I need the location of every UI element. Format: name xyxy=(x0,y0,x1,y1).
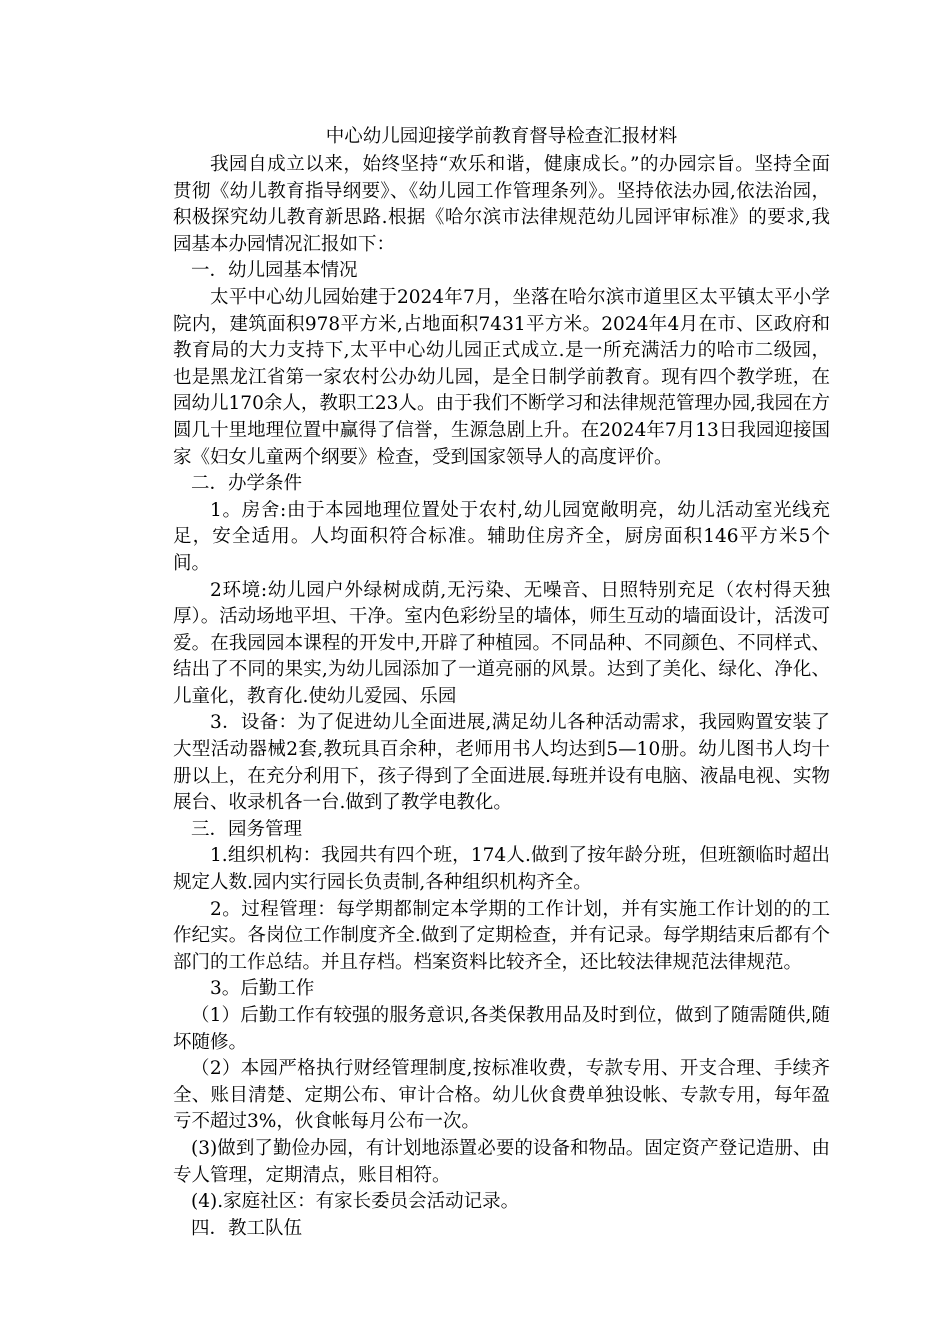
paragraph: 2。过程管理：每学期都制定本学期的工作计划，并有实施工作计划的的工作纪实。各岗位工作制度齐全.做到了定期检查，并有记录。每学期结束后都有个部门的工作总结。并且存档。档案资料比较齐全，还比较法律规范法律规范。 xyxy=(173,898,830,973)
section-heading: 四．教工队伍 xyxy=(191,1217,303,1239)
section-heading: 三．园务管理 xyxy=(191,818,303,840)
sub-paragraph: (4).家庭社区：有家长委员会活动记录。 xyxy=(191,1191,520,1213)
section-heading: 二．办学条件 xyxy=(191,473,303,495)
document-body xyxy=(173,152,830,1242)
document-title: 中心幼儿园迎接学前教育督导检查汇报材料 xyxy=(325,126,678,147)
document-page xyxy=(173,122,830,1242)
paragraph: 太平中心幼儿园始建于2024年7月，坐落在哈尔滨市道里区太平镇太平小学院内，建筑面积978平方米,占地面积7431平方米。2024年4月在市、区政府和教育局的大力支持下,太平中心幼儿园正式成立.是一所充满活力的哈市二级园，也是黑龙江省第一家农村公办幼儿园，是全日制学前教育。现有四个教学班，在园幼儿170余人，教职工23人。由于我们不断学习和法律规范管理办园,我园在方圆几十里地理位置中赢得了信誉，生源急剧上升。在2024年7月13日我园迎接国家《妇女儿童两个纲要》检查，受到国家领导人的高度评价。 xyxy=(173,286,830,468)
sub-paragraph: （1）后勤工作有较强的服务意识,各类保教用品及时到位，做到了随需随供,随坏随修。 xyxy=(173,1005,830,1053)
paragraph: 3。后勤工作 xyxy=(210,978,315,1000)
paragraph: 2环境:幼儿园户外绿树成荫,无污染、无噪音、日照特别充足（农村得天独厚）。活动场地平坦、干净。室内色彩纷呈的墙体，师生互动的墙面设计，活泼可爱。在我园园本课程的开发中,开辟了种植园。不同品种、不同颜色、不同样式、结出了不同的果实,为幼儿园添加了一道亮丽的风景。达到了美化、绿化、净化、儿童化，教育化.使幼儿爱园、乐园 xyxy=(173,579,830,707)
sub-paragraph: （2）本园严格执行财经管理制度,按标准收费，专款专用、开支合理、手续齐全、账目清楚、定期公布、审计合格。幼儿伙食费单独设帐、专款专用，每年盈亏不超过3%，伙食帐每月公布一次。 xyxy=(173,1058,830,1133)
sub-paragraph: (3)做到了勤俭办园，有计划地添置必要的设备和物品。固定资产登记造册、由专人管理，定期清点，账目相符。 xyxy=(173,1137,830,1186)
paragraph: 1。房舍:由于本园地理位置处于农村,幼儿园宽敞明亮，幼儿活动室光线充足，安全适用。人均面积符合标准。辅助住房齐全，厨房面积146平方米5个间。 xyxy=(173,499,830,574)
paragraph: 3．设备：为了促进幼儿全面进展,满足幼儿各种活动需求，我园购置安装了大型活动器械2套,教玩具百余种，老师用书人均达到5—10册。幼儿图书人均十册以上，在充分利用下，孩子得到了全面进展.每班并设有电脑、液晶电视、实物展台、收录机各一台.做到了教学电教化。 xyxy=(173,712,830,814)
paragraph: 我园自成立以来，始终坚持“欢乐和谐，健康成长。”的办园宗旨。坚持全面贯彻《幼儿教育指导纲要》、《幼儿园工作管理条列》。坚持依法办园,依法治园，积极探究幼儿教育新思路.根据《哈尔滨市法律规范幼儿园评审标准》的要求,我园基本办园情况汇报如下： xyxy=(173,154,830,255)
paragraph: 1.组织机构：我园共有四个班，174人.做到了按年龄分班，但班额临时超出规定人数.园内实行园长负责制,各种组织机构齐全。 xyxy=(173,845,830,894)
section-heading: 一．幼儿园基本情况 xyxy=(191,260,358,282)
